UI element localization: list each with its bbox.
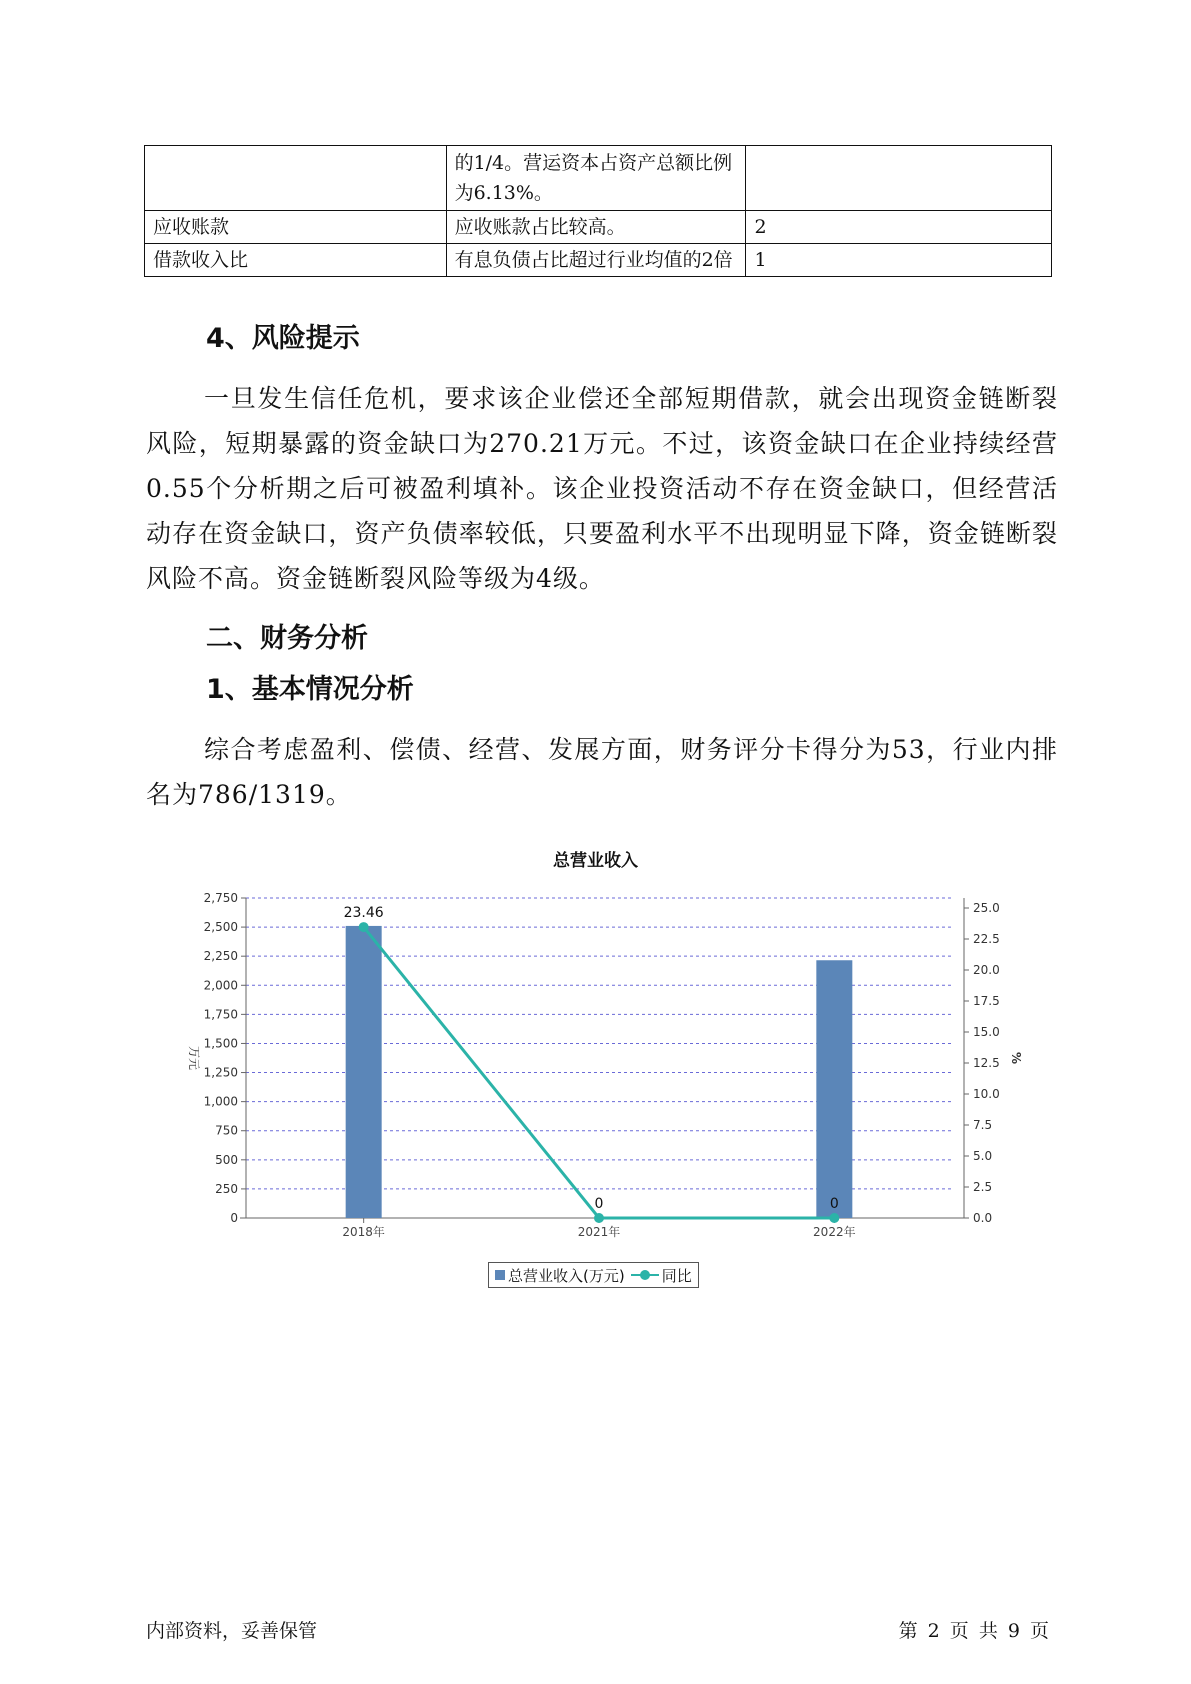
x-tick-label: 2021年	[577, 1225, 621, 1239]
x-tick-label: 2018年	[342, 1225, 385, 1239]
paragraph-basic: 综合考虑盈利、偿债、经营、发展方面，财务评分卡得分为53，行业内排名为786/1319。	[146, 735, 1058, 809]
legend-label: 同比	[661, 1266, 692, 1285]
heading-finance: 二、财务分析	[206, 623, 368, 654]
y2-axis-label: %	[1009, 1051, 1023, 1065]
y2-tick-label: 7.5	[973, 1118, 993, 1132]
y2-tick-label: 25.0	[973, 901, 1000, 915]
y-tick-label: 2,750	[203, 891, 238, 905]
y-tick-label: 1,250	[203, 1065, 238, 1080]
y2-tick-label: 10.0	[973, 1087, 1000, 1101]
yoy-point	[594, 1213, 604, 1223]
legend-item-revenue	[495, 1265, 625, 1286]
table-cell: 应收账款占比较高。	[446, 211, 746, 244]
y-tick-label: 1,500	[203, 1036, 238, 1051]
y2-tick-label: 2.5	[973, 1180, 993, 1194]
y-tick-label: 2,250	[203, 949, 238, 964]
table-cell: 有息负债占比超过行业均值的2倍	[446, 244, 746, 277]
y-tick-label: 250	[215, 1181, 238, 1196]
revenue-bar	[346, 926, 382, 1218]
revenue-chart	[170, 878, 1030, 1258]
page-number: 第 2 页 共 9 页	[898, 1620, 1051, 1642]
table-cell: 应收账款	[145, 211, 447, 244]
yoy-point	[359, 922, 369, 932]
paragraph-risk: 一旦发生信任危机，要求该企业偿还全部短期借款，就会出现资金链断裂风险，短期暴露的资金缺口为270.21万元。不过，该资金缺口在企业持续经营 0.55个分析期之后可被盈利填补。该企业投资活动不存在资金缺口，但经营活动存在资金缺口，资产负债率较低，只要盈利水平不出现明显下降，资金链断裂风险不高。资金链断裂风险等级为4级。	[146, 384, 1058, 593]
yoy-data-label: 23.46	[343, 905, 384, 922]
table-cell	[145, 146, 447, 211]
y2-tick-label: 15.0	[973, 1025, 1000, 1039]
x-tick-label: 2022年	[813, 1225, 856, 1239]
table-cell: 1	[746, 244, 1052, 277]
y2-tick-label: 12.5	[973, 1056, 1000, 1070]
line-swatch-icon	[631, 1269, 659, 1281]
revenue-bar	[816, 960, 852, 1218]
table-row	[145, 146, 1052, 211]
y-tick-label: 1,000	[203, 1094, 238, 1109]
y-tick-label: 750	[215, 1123, 238, 1138]
indicator-table	[144, 145, 1052, 277]
y2-tick-label: 17.5	[973, 994, 1000, 1008]
y-tick-label: 2,500	[203, 920, 238, 935]
table-row	[145, 211, 1052, 244]
heading-basic: 1、基本情况分析	[206, 674, 414, 705]
y2-tick-label: 20.0	[973, 963, 1000, 977]
y-tick-label: 500	[215, 1152, 238, 1167]
y2-tick-label: 22.5	[973, 932, 1000, 946]
yoy-point	[829, 1213, 839, 1223]
legend-item-yoy	[631, 1265, 692, 1286]
y-axis-label: 万元	[187, 1045, 201, 1071]
chart-legend	[488, 1262, 699, 1288]
y-tick-label: 2,000	[203, 978, 238, 993]
table-cell: 借款收入比	[145, 244, 447, 277]
y2-tick-label: 0.0	[973, 1211, 993, 1225]
heading-risk: 4、风险提示	[206, 323, 360, 354]
table-cell: 2	[746, 211, 1052, 244]
legend-label: 总营业收入(万元)	[508, 1266, 625, 1285]
table-cell: 的1/4。营运资本占资产总额比例为6.13%。	[446, 146, 746, 211]
table-cell	[746, 146, 1052, 211]
yoy-data-label: 0	[829, 1196, 839, 1212]
table-row	[145, 244, 1052, 277]
y-tick-label: 1,750	[203, 1007, 238, 1022]
y2-tick-label: 5.0	[973, 1149, 993, 1163]
y-tick-label: 0	[230, 1211, 238, 1225]
footer-note: 内部资料，妥善保管	[146, 1620, 318, 1642]
bar-swatch-icon	[495, 1270, 505, 1280]
yoy-data-label: 0	[594, 1196, 604, 1212]
chart-title: 总营业收入	[553, 851, 638, 871]
